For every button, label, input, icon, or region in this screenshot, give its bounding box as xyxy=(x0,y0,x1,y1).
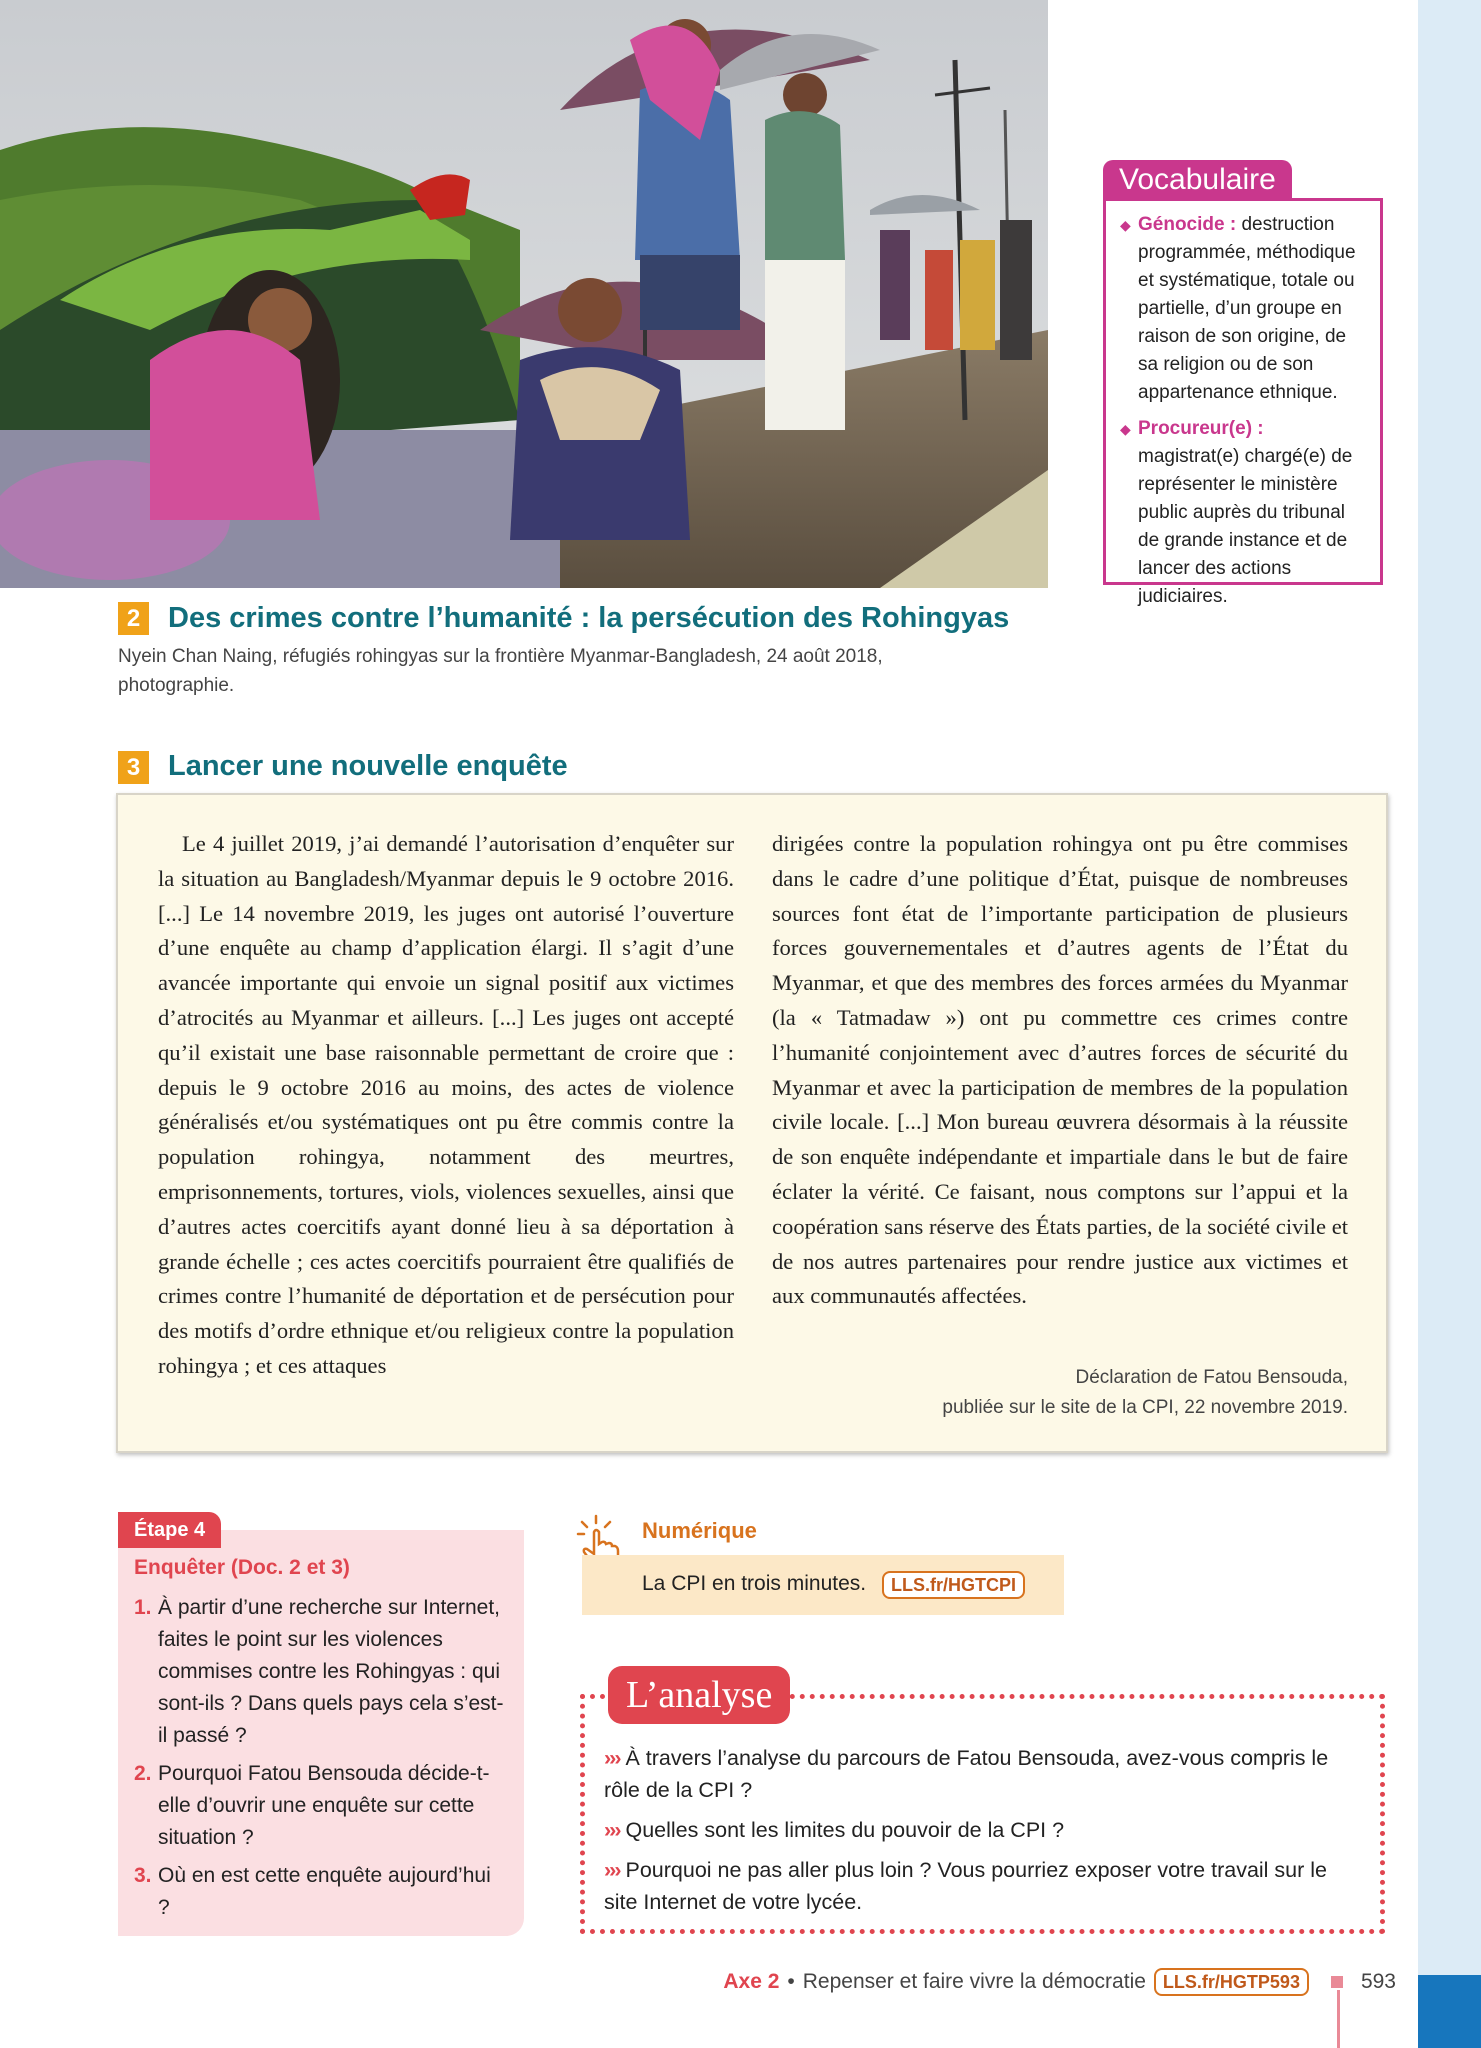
etape-question xyxy=(134,1860,504,1924)
doc-2-caption: Nyein Chan Naing, réfugiés rohingyas sur la frontière Myanmar-Bangladesh, 24 août 2018, photographie. xyxy=(118,646,883,696)
footer-link[interactable]: LLS.fr/HGTP593 xyxy=(1154,1968,1309,1996)
analyse-title: L’analyse xyxy=(608,1666,790,1724)
question-number: 3. xyxy=(134,1864,152,1887)
etape-question xyxy=(134,1758,504,1854)
chevron-icon: ››› xyxy=(604,1818,620,1842)
question-number: 2. xyxy=(134,1762,152,1785)
doc-3-number-badge: 3 xyxy=(118,751,149,784)
analyse-question xyxy=(604,1742,1364,1806)
source-line-2: publiée sur le site de la CPI, 22 novembre 2019. xyxy=(942,1397,1348,1418)
footer-theme: Repenser et faire vivre la démocratie xyxy=(802,1970,1146,1993)
doc-3-column-1 xyxy=(158,827,734,1384)
chevron-icon: ››› xyxy=(604,1858,620,1882)
page-footer xyxy=(723,1968,1396,1996)
analyse-question xyxy=(604,1814,1364,1846)
analyse-question-text: À travers l’analyse du parcours de Fatou Bensouda, avez-vous compris le rôle de la CPI ? xyxy=(604,1746,1329,1802)
question-text: Pourquoi Fatou Bensouda décide-t-elle d’ouvrir une enquête sur cette situation ? xyxy=(158,1762,490,1849)
page-number: 593 xyxy=(1360,1970,1396,1993)
page-margin-tab xyxy=(1418,1975,1481,2048)
photo-illustration xyxy=(0,0,1048,588)
etape-question xyxy=(134,1592,504,1752)
doc-3-column-2 xyxy=(772,827,1348,1314)
vocabulary-entry-procureur xyxy=(1120,415,1368,611)
footer-axe: Axe 2 xyxy=(723,1970,780,1993)
doc-3-text-box xyxy=(116,793,1388,1453)
vocabulary-term: Génocide : xyxy=(1138,214,1237,235)
vocabulary-entry-genocide xyxy=(1120,211,1368,407)
page-margin-strip xyxy=(1418,0,1481,2048)
doc-3-source xyxy=(942,1363,1348,1423)
source-line-1: Déclaration de Fatou Bensouda, xyxy=(1075,1367,1348,1388)
doc-2-title: Des crimes contre l’humanité : la persécution des Rohingyas xyxy=(168,602,1010,634)
chevron-icon: ››› xyxy=(604,1746,620,1770)
footer-separator: • xyxy=(787,1970,795,1993)
numerique-link[interactable]: LLS.fr/HGTCPI xyxy=(882,1571,1025,1599)
numerique-text: La CPI en trois minutes. xyxy=(642,1572,867,1595)
vocabulary-definition: magistrat(e) chargé(e) de représenter le ministère public auprès du tribunal de grande instance et de lancer des actions judiciaires. xyxy=(1138,446,1353,607)
numerique-title: Numérique xyxy=(642,1518,757,1543)
vocabulary-box xyxy=(1103,198,1383,607)
question-text: Où en est cette enquête aujourd’hui ? xyxy=(158,1864,491,1919)
etape-tab: Étape 4 xyxy=(118,1512,221,1548)
etape-question-list xyxy=(134,1592,504,1930)
question-number: 1. xyxy=(134,1596,152,1619)
etape-subtitle: Enquêter (Doc. 2 et 3) xyxy=(134,1556,350,1579)
analyse-question-list xyxy=(604,1742,1364,1926)
footer-divider xyxy=(1337,1990,1340,2048)
doc-3-paragraph-2: dirigées contre la population rohingya ont pu être commises dans le cadre d’une politique d’État, puisque de nombreuses sources font état de l’importante participation de plusieurs forces gouvernementales et d’autres agents de l’État du Myanmar, et que des membres des forces armées du Myanmar (la « Tatmadaw ») ont pu commettre ces crimes contre l’humanité conjointement avec d’autres forces de sécurité du Myanmar et avec la participation de membres de la population civile locale. [...] Mon bureau œuvrera désormais à la réussite de son enquête indépendante et impartiale dans le but de faire éclater la vérité. Ce faisant, nous comptons sur l’appui et la coopération sans réserve des États parties, de la société civile et de nos autres partenaires pour rendre justice aux victimes et aux communautés affectées. xyxy=(772,831,1348,1309)
analyse-question xyxy=(604,1854,1364,1918)
doc-3-paragraph-1: Le 4 juillet 2019, j’ai demandé l’autorisation d’enquêter sur la situation au Bangladesh/Myanmar depuis le 9 octobre 2016. [...] Le 14 novembre 2019, les juges ont autorisé l’ouverture d’une enquête au champ d’application élargi. Il s’agit d’une avancée importante qui envoie un signal positif aux victimes d’atrocités au Myanmar et ailleurs. [...] Les juges ont accepté qu’il existait une base raisonnable permettant de croire que : depuis le 9 octobre 2016 au moins, des actes de violence généralisés et/ou systématiques ont pu être commis contre la population rohingya, notamment des meurtres, emprisonnements, tortures, viols, violences sexuelles, ainsi que d’autres actes coercitifs ayant donné lieu à sa déportation à grande échelle ; ces actes coercitifs pourraient être qualifiés de crimes contre l’humanité de déportation et de persécution pour des motifs d’ordre ethnique et/ou religieux contre la population rohingya ; et ces attaques xyxy=(158,831,734,1378)
vocabulary-title: Vocabulaire xyxy=(1103,160,1292,200)
analyse-question-text: Pourquoi ne pas aller plus loin ? Vous pourriez exposer votre travail sur le site Internet de votre lycée. xyxy=(604,1858,1328,1914)
rohingya-refugees-photo xyxy=(0,0,1048,588)
analyse-question-text: Quelles sont les limites du pouvoir de la CPI ? xyxy=(625,1818,1065,1842)
footer-square-icon xyxy=(1331,1976,1343,1988)
doc-2-number-badge: 2 xyxy=(118,602,149,635)
diamond-bullet-icon: ◆ xyxy=(1120,217,1131,233)
vocabulary-definition: destruction programmée, méthodique et systématique, totale ou partielle, d’un groupe en raison de son origine, de sa religion ou de son appartenance ethnique. xyxy=(1138,214,1356,403)
diamond-bullet-icon: ◆ xyxy=(1120,421,1131,437)
doc-3-title: Lancer une nouvelle enquête xyxy=(168,750,568,782)
question-text: À partir d’une recherche sur Internet, faites le point sur les violences commises contre les Rohingyas : qui sont-ils ? Dans quels pays cela s’est-il passé ? xyxy=(158,1596,504,1747)
vocabulary-term: Procureur(e) : xyxy=(1138,418,1264,439)
